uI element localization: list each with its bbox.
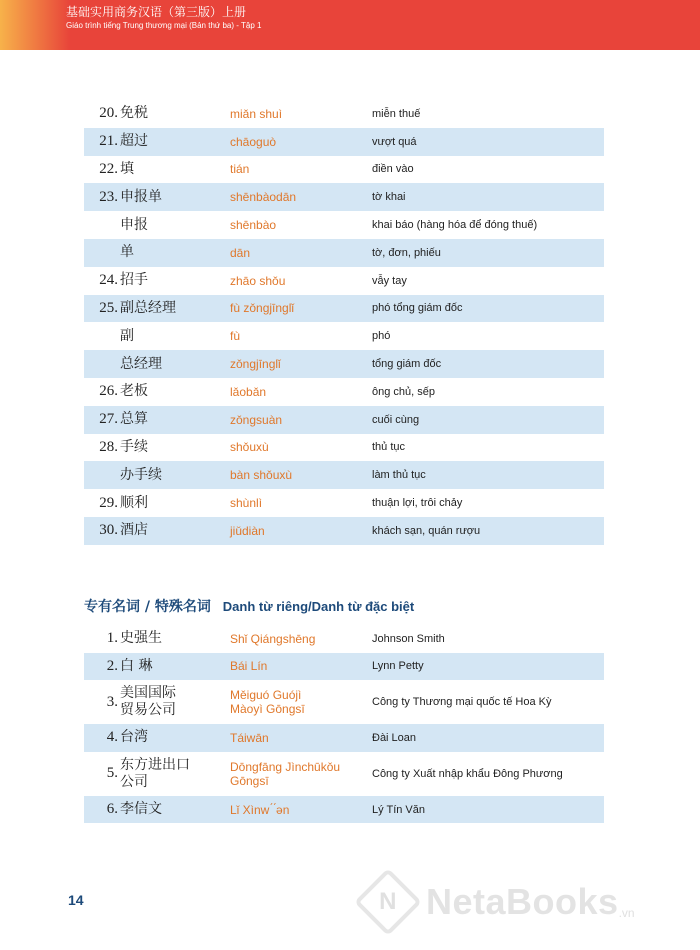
entry-hanzi: 老板 [120,383,148,400]
entry-meaning: Lynn Petty [372,660,424,673]
entry-hanzi: 台湾 [120,729,148,746]
entry-hanzi: 酒店 [120,522,148,539]
vocab-row [84,183,604,211]
entry-hanzi: 史强生 [120,630,162,647]
vocab-row [84,517,604,545]
entry-pinyin: tián [230,162,250,177]
entry-hanzi: 申报 [120,216,148,233]
entry-number: 28. [99,438,118,455]
entry-hanzi: 副总经理 [120,299,176,316]
entry-hanzi: 超过 [120,133,148,150]
entry-hanzi: 免税 [120,105,148,122]
entry-pinyin: shēnbàodān [230,190,297,205]
proper-noun-row [84,625,604,653]
entry-number: 4. [106,729,118,746]
entry-meaning: khai báo (hàng hóa để đóng thuế) [372,219,538,232]
entry-pinyin: fù [230,329,241,344]
entry-pinyin: fù zǒngjīnglǐ [230,301,295,316]
header-text [66,4,261,32]
vocab-row [84,100,604,128]
entry-pinyin: shùnlì [230,496,263,511]
entry-meaning: Công ty Thương mại quốc tế Hoa Kỳ [372,696,552,709]
entry-hanzi: 填 [120,160,134,177]
entry-number: 22. [99,160,118,177]
entry-number: 5. [106,765,118,782]
section-title-cn: 专有名词 / 特殊名词 [84,599,211,615]
entry-meaning: miễn thuế [372,107,421,120]
vocab-row [84,489,604,517]
entry-hanzi: 顺利 [120,494,148,511]
vocab-row [84,267,604,295]
entry-hanzi: 总经理 [120,355,162,372]
entry-hanzi: 总算 [120,411,148,428]
book-title: 基础实用商务汉语（第三版）上册 [66,5,247,19]
watermark [364,878,635,926]
section-title-vi: Danh từ riêng/Danh từ đặc biệt [222,599,415,614]
entry-meaning: Đài Loan [372,731,417,744]
vocab-row [84,322,604,350]
entry-pinyin: lǎobǎn [230,384,267,399]
section-title [84,596,414,616]
entry-meaning: khách sạn, quán rượu [372,524,481,537]
entry-number: 21. [99,133,118,150]
entry-hanzi: 办手续 [120,466,162,483]
entry-pinyin: Dōngfāng Jìnchūkǒu Gōngsī [230,759,341,788]
watermark-logo-letter: N [379,888,397,915]
entry-number: 25. [99,299,118,316]
vocab-row [84,156,604,184]
proper-noun-row [84,796,604,824]
entry-pinyin: shēnbào [230,218,277,233]
entry-pinyin: zhāo shǒu [230,273,286,288]
entry-pinyin: bàn shǒuxù [230,468,293,483]
vocab-row [84,434,604,462]
entry-hanzi: 美国国际 贸易公司 [120,685,176,719]
entry-number: 2. [106,657,118,674]
entry-meaning: vượt quá [372,135,417,148]
vocab-row [84,461,604,489]
entry-number: 20. [99,105,118,122]
watermark-logo-icon [354,868,422,936]
entry-number: 6. [106,801,118,818]
entry-meaning: thuận lợi, trôi chảy [372,497,463,510]
entry-pinyin: chāoguò [230,134,277,149]
entry-pinyin: shǒuxù [230,440,269,455]
entry-hanzi: 副 [120,327,134,344]
entry-hanzi: 东方进出口 公司 [120,756,190,790]
vocab-row [84,128,604,156]
entry-hanzi: 单 [120,244,134,261]
vocab-row [84,350,604,378]
entry-meaning: Công ty Xuất nhập khẩu Đông Phương [372,767,563,780]
proper-noun-row [84,680,604,724]
entry-meaning: phó tổng giám đốc [372,302,463,315]
entry-meaning: vẫy tay [372,274,407,287]
entry-meaning: tờ khai [372,191,406,204]
entry-hanzi: 招手 [120,272,148,289]
header-band [0,0,700,50]
entry-hanzi: 申报单 [120,188,162,205]
vocab-row [84,406,604,434]
entry-meaning: điền vào [372,163,414,176]
entry-meaning: cuối cùng [372,413,420,426]
proper-noun-table [84,625,604,823]
entry-hanzi: 李信文 [120,801,162,818]
proper-noun-row [84,752,604,796]
entry-number: 29. [99,494,118,511]
entry-number: 26. [99,383,118,400]
entry-meaning: tổng giám đốc [372,358,442,371]
entry-pinyin: miǎn shuì [230,106,283,121]
book-subtitle: Giáo trình tiếng Trung thương mại (Bản thứ ba) - Tập 1 [66,21,262,30]
entry-pinyin: Měiguó Guójì Màoyì Gōngsī [230,688,305,717]
entry-hanzi: 白 琳 [120,657,153,674]
entry-pinyin: jiǔdiàn [230,523,265,538]
entry-number: 23. [99,188,118,205]
entry-meaning: phó [372,330,391,343]
proper-noun-row [84,724,604,752]
entry-number: 1. [106,630,118,647]
entry-pinyin: Shǐ Qiángshēng [230,631,316,646]
vocab-row [84,239,604,267]
vocab-row [84,378,604,406]
entry-number: 24. [99,272,118,289]
watermark-text: NetaBooks [426,881,619,922]
entry-meaning: Johnson Smith [372,632,445,645]
entry-pinyin: Lǐ Xìnw ́ ́ən [230,802,290,817]
entry-pinyin: dān [230,245,251,260]
entry-number: 30. [99,522,118,539]
entry-pinyin: zǒngjīnglǐ [230,357,281,372]
entry-pinyin: zǒngsuàn [230,412,283,427]
vocabulary-table [84,100,604,545]
entry-pinyin: Táiwān [230,730,269,745]
entry-meaning: làm thủ tục [372,469,426,482]
entry-pinyin: Bái Lín [230,659,268,674]
proper-noun-row [84,653,604,681]
vocab-row [84,211,604,239]
entry-number: 27. [99,411,118,428]
page-number: 14 [68,892,84,908]
entry-meaning: ông chủ, sếp [372,385,435,398]
entry-number: 3. [106,693,118,710]
vocab-row [84,295,604,323]
entry-meaning: Lý Tín Văn [372,803,425,816]
entry-hanzi: 手续 [120,438,148,455]
entry-meaning: tờ, đơn, phiếu [372,246,441,259]
entry-meaning: thủ tục [372,441,406,454]
watermark-suffix: .vn [618,906,635,920]
